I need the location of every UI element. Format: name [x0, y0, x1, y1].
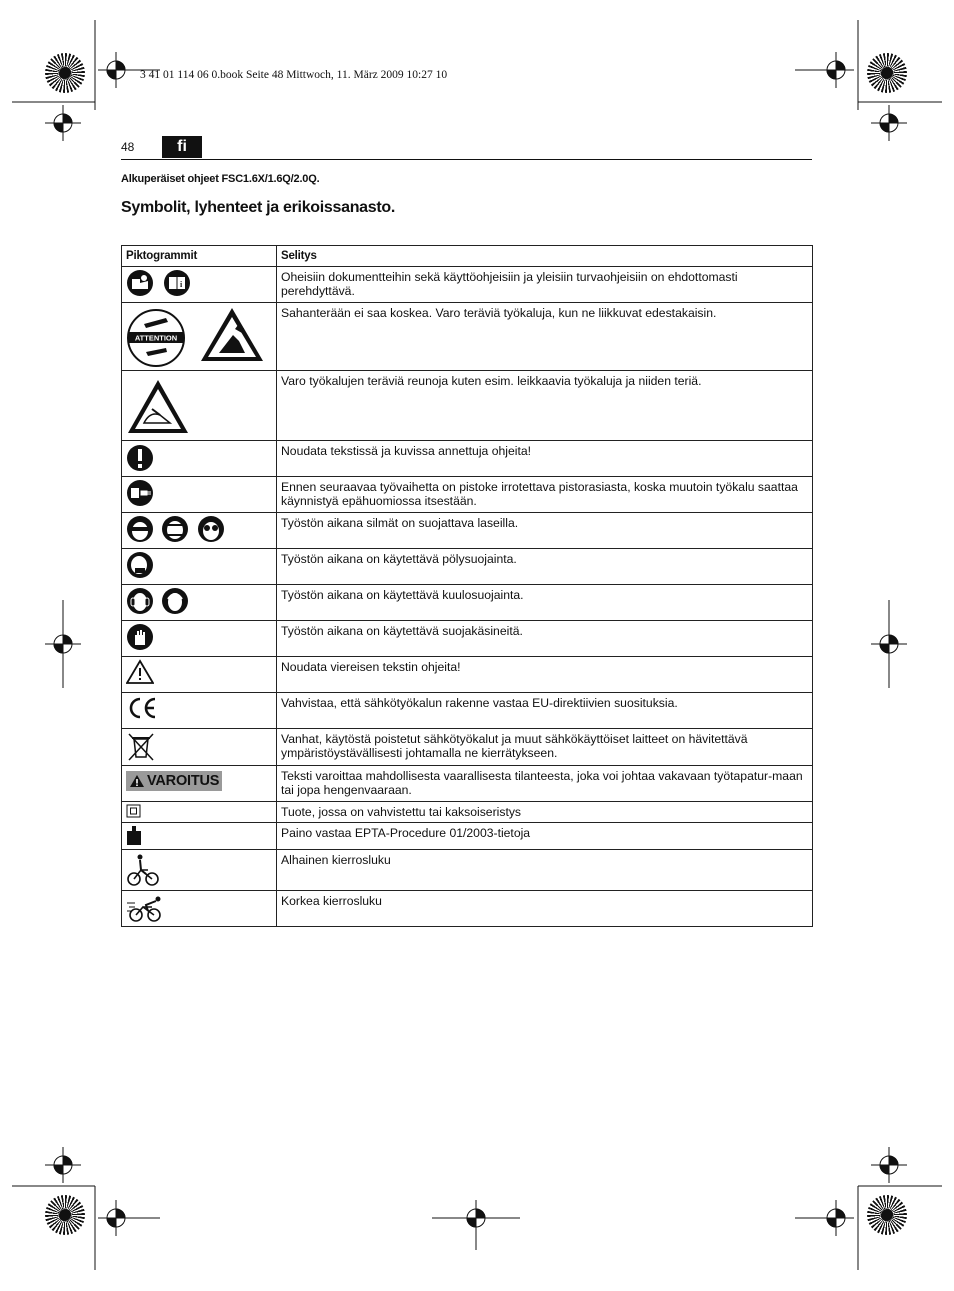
- table-row: [122, 371, 813, 441]
- varoitus-banner: [126, 771, 222, 791]
- dust-mask-icon: [126, 551, 154, 579]
- pictogram-cell: [122, 802, 277, 823]
- goggles-icon: [197, 515, 225, 543]
- pictogram-cell: [122, 513, 277, 549]
- pictogram-cell: [122, 441, 277, 477]
- explanation-cell: Alhainen kierrosluku: [277, 850, 813, 891]
- table-row: [122, 850, 813, 891]
- varoitus-label: VAROITUS: [147, 773, 220, 789]
- attention-blade-icon: [126, 308, 186, 368]
- table-row: [122, 823, 813, 850]
- explanation-cell: Työstön aikana on käytettävä suojakäsineitä.: [277, 621, 813, 657]
- table-row: [122, 477, 813, 513]
- warning-triangle-icon: [129, 774, 145, 788]
- unplug-icon: [126, 479, 154, 507]
- explanation-cell: Vanhat, käytöstä poistetut sähkötyökalut ja muut sähkökäyttöiset laitteet on hävitettävä ympäristöystävällisesti johtamalla ne kierrätykseen.: [277, 729, 813, 766]
- pictogram-cell: [122, 303, 277, 371]
- table-row: [122, 621, 813, 657]
- explanation-cell: Korkea kierrosluku: [277, 891, 813, 927]
- weight-icon: [126, 825, 144, 847]
- table-header-row: [122, 246, 813, 267]
- table-row: [122, 549, 813, 585]
- pictogram-cell: [122, 729, 277, 766]
- pictogram-cell: [122, 371, 277, 441]
- explanation-cell: Varo työkalujen teräviä reunoja kuten esim. leikkaavia työkaluja ja niiden teriä.: [277, 371, 813, 441]
- table-row: [122, 267, 813, 303]
- double-insulation-icon: [126, 804, 142, 818]
- explanation-cell: Teksti varoittaa mahdollisesta vaarallisesta tilanteesta, joka voi johtaa vakavaan työtapatur-maan tai jopa hengenvaaraan.: [277, 766, 813, 802]
- explanation-cell: Vahvistaa, että sähkötyökalun rakenne vastaa EU-direktiivien suosituksia.: [277, 693, 813, 729]
- pictogram-cell: [122, 693, 277, 729]
- table-row: [122, 657, 813, 693]
- pictogram-cell: [122, 477, 277, 513]
- manual-book-icon: [163, 269, 191, 297]
- ear-protection-icon: [126, 587, 154, 615]
- table-row: [122, 729, 813, 766]
- svg-text:ATTENTION: ATTENTION: [134, 333, 178, 343]
- pictogram-cell: [122, 823, 277, 850]
- mandatory-exclamation-icon: [126, 443, 154, 473]
- fast-bike-icon: [126, 893, 166, 923]
- blade-warning-triangle-icon: [199, 305, 265, 363]
- table-row: [122, 303, 813, 371]
- gloves-icon: [126, 623, 154, 651]
- table-row: [122, 585, 813, 621]
- pictogram-cell: [122, 850, 277, 891]
- warning-triangle-icon: [126, 659, 154, 685]
- read-manual-icon: [126, 269, 154, 297]
- column-header-pictograms: Piktogrammit: [122, 246, 277, 267]
- explanation-cell: Paino vastaa EPTA-Procedure 01/2003-tietoja: [277, 823, 813, 850]
- pictogram-cell: [122, 621, 277, 657]
- pictogram-cell: [122, 766, 277, 802]
- pictogram-cell: [122, 891, 277, 927]
- eye-protection-icon: [126, 515, 154, 543]
- table-row: [122, 802, 813, 823]
- explanation-cell: Noudata viereisen tekstin ohjeita!: [277, 657, 813, 693]
- explanation-cell: Oheisiin dokumentteihin sekä käyttöohjeisiin ja yleisiin turvaohjeisiin on ehdottomasti perehdyttävä.: [277, 267, 813, 303]
- ce-mark-icon: [126, 695, 158, 721]
- slow-bike-icon: [126, 852, 160, 888]
- document-subtitle: Alkuperäiset ohjeet FSC1.6X/1.6Q/2.0Q.: [121, 173, 320, 185]
- ear-muffs-icon: [161, 587, 189, 615]
- page-number: 48: [121, 140, 135, 154]
- print-info-line: 3 41 01 114 06 0.book Seite 48 Mittwoch, 11. März 2009 10:27 10: [140, 69, 448, 81]
- sharp-edge-warning-icon: [126, 377, 190, 435]
- pictogram-cell: [122, 549, 277, 585]
- pictogram-cell: [122, 657, 277, 693]
- symbols-table: [121, 245, 813, 927]
- explanation-cell: Ennen seuraavaa työvaihetta on pistoke irrotettava pistorasiasta, koska muutoin työkalu saattaa käynnistyä epähuomiossa itsestään.: [277, 477, 813, 513]
- page-title: Symbolit, lyhenteet ja erikoissanasto.: [121, 199, 396, 216]
- crossed-bin-icon: [126, 731, 156, 763]
- header-rule: [121, 159, 812, 160]
- explanation-cell: Noudata tekstissä ja kuvissa annettuja ohjeita!: [277, 441, 813, 477]
- pictogram-cell: [122, 267, 277, 303]
- language-tab: fi: [162, 136, 202, 158]
- table-row: [122, 766, 813, 802]
- pictogram-cell: [122, 585, 277, 621]
- table-row: [122, 891, 813, 927]
- svg-text:i: i: [180, 280, 183, 289]
- explanation-cell: Tuote, jossa on vahvistettu tai kaksoiseristys: [277, 802, 813, 823]
- explanation-cell: Työstön aikana silmät on suojattava laseilla.: [277, 513, 813, 549]
- explanation-cell: Työstön aikana on käytettävä kuulosuojainta.: [277, 585, 813, 621]
- face-shield-icon: [161, 515, 189, 543]
- table-row: [122, 693, 813, 729]
- table-row: [122, 441, 813, 477]
- table-row: [122, 513, 813, 549]
- explanation-cell: Työstön aikana on käytettävä pölysuojainta.: [277, 549, 813, 585]
- explanation-cell: Sahanterään ei saa koskea. Varo teräviä työkaluja, kun ne liikkuvat edestakaisin.: [277, 303, 813, 371]
- column-header-explanation: Selitys: [277, 246, 813, 267]
